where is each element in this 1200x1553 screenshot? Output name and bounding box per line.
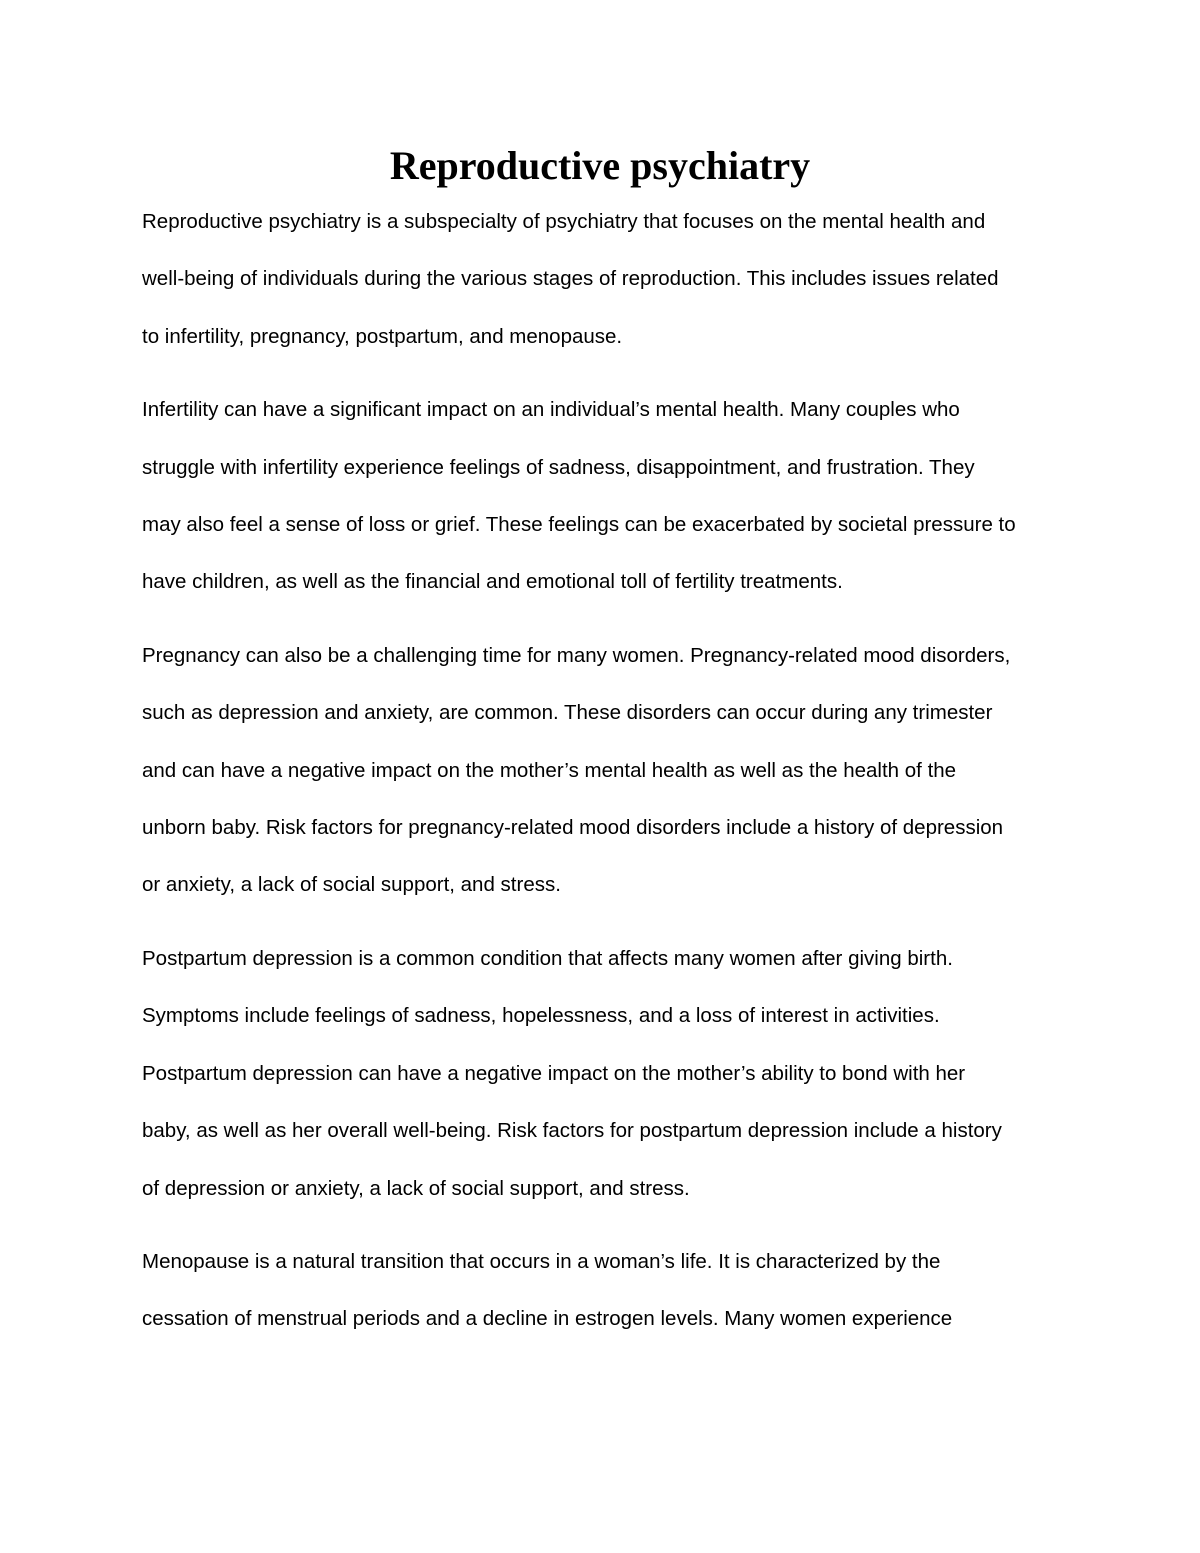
text-line: Symptoms include feelings of sadness, hopelessness, and a loss of interest in activities. [142, 1004, 940, 1028]
paragraph-intro [142, 193, 1062, 365]
text-line: Postpartum depression can have a negative impact on the mother’s ability to bond with her [142, 1061, 966, 1085]
text-line: Pregnancy can also be a challenging time for many women. Pregnancy-related mood disorders, [142, 643, 1011, 667]
text-line: baby, as well as her overall well-being. Risk factors for postpartum depression include a history [142, 1119, 1002, 1143]
text-line: Infertility can have a significant impact on an individual’s mental health. Many couples who [142, 398, 960, 422]
text-line: struggle with infertility experience feelings of sadness, disappointment, and frustration. They [142, 455, 975, 479]
text-line: to infertility, pregnancy, postpartum, and menopause. [142, 324, 623, 348]
document-body [142, 193, 1062, 1364]
text-line: Postpartum depression is a common condition that affects many women after giving birth. [142, 946, 953, 970]
text-line: Menopause is a natural transition that occurs in a woman’s life. It is characterized by the [142, 1249, 941, 1273]
paragraph-postpartum [142, 930, 1062, 1217]
text-line: cessation of menstrual periods and a decline in estrogen levels. Many women experience [142, 1307, 953, 1331]
page-title: Reproductive psychiatry [389, 143, 811, 188]
text-line: or anxiety, a lack of social support, and stress. [142, 873, 561, 897]
text-line: such as depression and anxiety, are common. These disorders can occur during any trimester [142, 701, 993, 725]
paragraph-menopause [142, 1233, 1062, 1348]
paragraph-infertility [142, 381, 1062, 611]
text-line: have children, as well as the financial and emotional toll of fertility treatments. [142, 570, 843, 594]
text-line: unborn baby. Risk factors for pregnancy-related mood disorders include a history of depression [142, 816, 1004, 840]
text-line: well-being of individuals during the various stages of reproduction. This includes issues related [142, 267, 999, 291]
text-line: may also feel a sense of loss or grief. These feelings can be exacerbated by societal pressure to [142, 513, 1016, 537]
text-line: and can have a negative impact on the mother’s mental health as well as the health of the [142, 758, 957, 782]
text-line: Reproductive psychiatry is a subspecialty of psychiatry that focuses on the mental health and [142, 210, 986, 233]
text-line: of depression or anxiety, a lack of social support, and stress. [142, 1176, 690, 1200]
paragraph-pregnancy [142, 627, 1062, 914]
